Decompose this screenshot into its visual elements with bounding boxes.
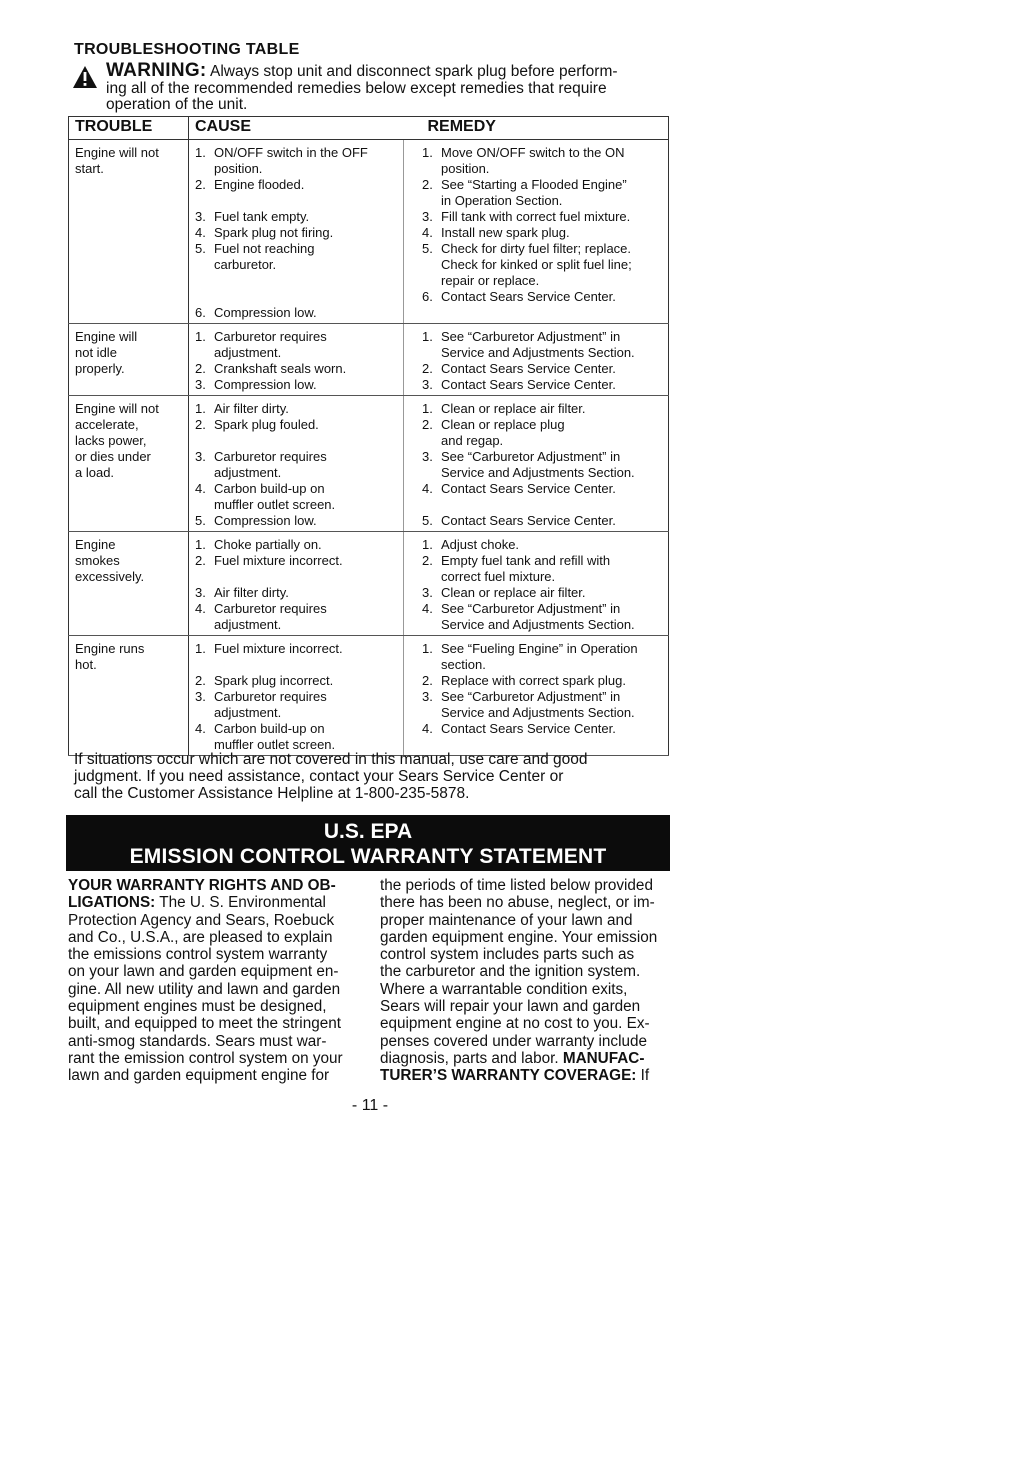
item-line: Contact Sears Service Center.	[441, 377, 616, 392]
item-number: 1.	[195, 641, 206, 656]
remedy-item	[422, 585, 662, 601]
trouble-line: excessively.	[75, 569, 145, 584]
page-number: - 11 -	[351, 1097, 389, 1114]
item-number: 1.	[422, 145, 433, 160]
cause-item	[195, 177, 397, 193]
warranty-line: the periods of time listed below provided	[380, 877, 653, 894]
item-text	[214, 481, 397, 513]
item-text	[214, 361, 397, 377]
item-number: 5.	[195, 241, 206, 256]
cause-item	[195, 553, 397, 569]
item-number: 3.	[195, 209, 206, 224]
item-line: Adjust choke.	[441, 537, 520, 552]
item-number: 5.	[422, 241, 433, 256]
item-number: 5.	[195, 513, 206, 528]
closing-paragraph	[74, 751, 654, 802]
item-line: See “Carburetor Adjustment” in	[441, 601, 621, 616]
warranty-line: the carburetor and the ignition system.	[380, 963, 641, 981]
item-line: position.	[441, 161, 490, 176]
warranty-left-lines	[68, 912, 364, 1085]
cause-cell	[189, 532, 404, 636]
trouble-line: Engine will not	[75, 145, 159, 160]
item-text	[214, 553, 397, 569]
spacer	[195, 569, 397, 585]
cause-item	[195, 377, 397, 393]
remedy-item	[422, 361, 662, 377]
item-text	[214, 401, 397, 417]
item-text	[441, 449, 662, 481]
warranty-right-column	[380, 877, 672, 1085]
remedy-cell	[404, 636, 669, 756]
item-text	[441, 209, 662, 225]
item-text	[214, 585, 397, 601]
item-line: Fuel mixture incorrect.	[214, 641, 343, 656]
item-text	[441, 585, 662, 601]
warranty-line: penses covered under warranty include	[380, 1032, 648, 1050]
cause-item	[195, 585, 397, 601]
item-line: Clean or replace air filter.	[441, 401, 586, 416]
item-number: 1.	[422, 401, 433, 416]
warranty-line: garden equipment engine. Your emission	[380, 928, 658, 946]
remedy-cell	[404, 140, 669, 324]
item-line: Fill tank with correct fuel mixture.	[441, 209, 631, 224]
item-line: See “Carburetor Adjustment” in	[441, 449, 621, 464]
item-text	[441, 553, 662, 585]
warranty-line: gine. All new utility and lawn and garden	[68, 980, 341, 998]
warranty-heading-cont: LIGATIONS:	[68, 894, 156, 912]
item-number: 6.	[195, 305, 206, 320]
item-line: in Operation Section.	[441, 193, 563, 208]
item-text	[214, 241, 397, 273]
item-text	[214, 177, 397, 193]
cause-item	[195, 145, 397, 177]
cause-item	[195, 225, 397, 241]
item-line: See “Carburetor Adjustment” in	[441, 689, 621, 704]
warranty-line	[380, 1050, 672, 1067]
item-line: muffler outlet screen.	[214, 497, 336, 512]
warranty-line: and Co., U.S.A., are pleased to explain	[68, 928, 333, 946]
item-number: 2.	[195, 417, 206, 432]
item-text	[214, 417, 397, 433]
trouble-line: lacks power,	[75, 433, 147, 448]
manufacturer-heading-cont: TURER’S WARRANTY COVERAGE:	[380, 1067, 637, 1085]
trouble-cell	[69, 636, 189, 756]
warning-line-1: Always stop unit and disconnect spark plug before perform-	[210, 63, 618, 80]
item-line: Compression low.	[214, 305, 317, 320]
warning-block	[72, 60, 662, 114]
item-number: 1.	[195, 537, 206, 552]
item-text	[441, 145, 662, 177]
item-text	[214, 689, 397, 721]
closing-line: If situations occur which are not covered in this manual, use care and good	[74, 751, 588, 768]
item-number: 1.	[195, 145, 206, 160]
cause-cell	[189, 396, 404, 532]
item-number: 3.	[195, 377, 206, 392]
header-trouble: TROUBLE	[69, 117, 189, 140]
item-number: 4.	[195, 721, 206, 736]
trouble-line: Engine	[75, 537, 116, 552]
item-line: Check for kinked or split fuel line;	[441, 257, 632, 272]
header-remedy: REMEDY	[404, 117, 669, 140]
spacer	[195, 193, 397, 209]
item-text	[441, 329, 662, 361]
header-cause: CAUSE	[189, 117, 404, 140]
table-row	[69, 636, 669, 756]
item-text	[214, 721, 397, 753]
remedy-cell	[404, 532, 669, 636]
warranty-line: proper maintenance of your lawn and	[380, 911, 633, 929]
item-text	[441, 225, 662, 241]
item-text	[441, 241, 662, 289]
spacer	[422, 497, 662, 513]
troubleshooting-table	[68, 116, 669, 756]
epa-banner	[66, 815, 670, 871]
item-number: 1.	[422, 641, 433, 656]
remedy-item	[422, 641, 662, 673]
item-line: Service and Adjustments Section.	[441, 617, 635, 632]
warning-triangle-icon	[72, 65, 98, 89]
item-number: 4.	[422, 481, 433, 496]
item-line: Air filter dirty.	[214, 585, 289, 600]
item-line: section.	[441, 657, 486, 672]
item-line: position.	[214, 161, 263, 176]
item-number: 4.	[195, 601, 206, 616]
closing-line: call the Customer Assistance Helpline at 1-800-235-5878.	[74, 785, 470, 802]
epa-subtitle: EMISSION CONTROL WARRANTY STATEMENT	[129, 845, 607, 868]
item-line: Service and Adjustments Section.	[441, 705, 635, 720]
remedy-item	[422, 601, 662, 633]
item-line: adjustment.	[214, 465, 282, 480]
item-line: Install new spark plug.	[441, 225, 570, 240]
item-line: See “Fueling Engine” in Operation	[441, 641, 638, 656]
remedy-item	[422, 225, 662, 241]
warranty-line: built, and equipped to meet the stringent	[68, 1015, 341, 1033]
remedy-item	[422, 209, 662, 225]
item-number: 2.	[195, 177, 206, 192]
item-text	[214, 209, 397, 225]
warning-label: WARNING:	[106, 60, 207, 81]
item-number: 1.	[422, 537, 433, 552]
item-line: carburetor.	[214, 257, 277, 272]
remedy-item	[422, 481, 662, 497]
item-line: muffler outlet screen.	[214, 737, 336, 752]
cause-item	[195, 361, 397, 377]
item-text	[441, 673, 662, 689]
item-line: Fuel not reaching	[214, 241, 315, 256]
remedy-item	[422, 289, 662, 305]
cause-item	[195, 481, 397, 513]
item-line: Clean or replace air filter.	[441, 585, 586, 600]
remedy-item	[422, 449, 662, 481]
table-header-row	[69, 117, 669, 140]
cause-cell	[189, 140, 404, 324]
item-line: Fuel mixture incorrect.	[214, 553, 343, 568]
item-line: See “Carburetor Adjustment” in	[441, 329, 621, 344]
remedy-item	[422, 513, 662, 529]
warranty-line-11-text: diagnosis, parts and labor.	[380, 1049, 563, 1067]
item-line: and regap.	[441, 433, 504, 448]
warranty-line: anti-smog standards. Sears must war-	[68, 1032, 327, 1050]
item-line: Spark plug not firing.	[214, 225, 334, 240]
item-line: Contact Sears Service Center.	[441, 481, 616, 496]
item-line: ON/OFF switch in the OFF	[214, 145, 368, 160]
item-line: Contact Sears Service Center.	[441, 721, 616, 736]
item-number: 4.	[422, 601, 433, 616]
remedy-item	[422, 721, 662, 737]
warranty-line: control system includes parts such as	[380, 946, 635, 964]
item-line: Carburetor requires	[214, 689, 327, 704]
table-row	[69, 140, 669, 324]
warning-line-3: operation of the unit.	[106, 96, 248, 113]
epa-title: U.S. EPA	[323, 820, 413, 843]
item-line: Spark plug fouled.	[214, 417, 319, 432]
item-text	[441, 361, 662, 377]
item-number: 2.	[422, 177, 433, 192]
item-line: Service and Adjustments Section.	[441, 465, 635, 480]
item-line: adjustment.	[214, 345, 282, 360]
warranty-body-start: The U. S. Environmental	[155, 894, 326, 912]
item-text	[214, 305, 397, 321]
cause-cell	[189, 324, 404, 396]
cause-item	[195, 537, 397, 553]
cause-item	[195, 673, 397, 689]
table-row	[69, 396, 669, 532]
item-line: Contact Sears Service Center.	[441, 289, 616, 304]
item-text	[441, 641, 662, 673]
item-text	[441, 513, 662, 529]
trouble-line: properly.	[75, 361, 125, 376]
item-line: Contact Sears Service Center.	[441, 513, 616, 528]
cause-item	[195, 305, 397, 321]
item-line: adjustment.	[214, 617, 282, 632]
item-text	[214, 537, 397, 553]
item-text	[214, 329, 397, 361]
spacer	[195, 289, 397, 305]
item-line: Service and Adjustments Section.	[441, 345, 635, 360]
item-text	[214, 673, 397, 689]
item-number: 1.	[195, 401, 206, 416]
item-number: 3.	[195, 585, 206, 600]
item-number: 3.	[422, 449, 433, 464]
warranty-line: Sears will repair your lawn and garden	[380, 998, 641, 1016]
closing-line: judgment. If you need assistance, contact your Sears Service Center or	[74, 768, 564, 785]
remedy-item	[422, 401, 662, 417]
item-text	[214, 601, 397, 633]
manufacturer-heading: MANUFAC-	[562, 1049, 645, 1067]
warranty-right-lines	[380, 877, 672, 1050]
item-line: Empty fuel tank and refill with	[441, 553, 611, 568]
cause-item	[195, 449, 397, 481]
warranty-line: equipment engines must be designed,	[68, 998, 327, 1016]
item-line: Choke partially on.	[214, 537, 322, 552]
item-number: 2.	[195, 673, 206, 688]
warranty-line: equipment engine at no cost to you. Ex-	[380, 1015, 650, 1033]
item-number: 4.	[422, 225, 433, 240]
item-number: 3.	[422, 585, 433, 600]
remedy-cell	[404, 324, 669, 396]
item-number: 2.	[195, 361, 206, 376]
item-text	[441, 689, 662, 721]
item-number: 6.	[422, 289, 433, 304]
warranty-line: lawn and garden equipment engine for	[68, 1067, 330, 1085]
cause-item	[195, 601, 397, 633]
item-line: Carburetor requires	[214, 449, 327, 464]
item-number: 3.	[422, 209, 433, 224]
table-body	[69, 140, 669, 756]
cause-item	[195, 721, 397, 753]
item-line: Spark plug incorrect.	[214, 673, 334, 688]
item-number: 3.	[422, 377, 433, 392]
item-line: Carburetor requires	[214, 329, 327, 344]
warning-text	[106, 60, 662, 114]
item-line: Compression low.	[214, 377, 317, 392]
item-text	[214, 449, 397, 481]
trouble-line: Engine will	[75, 329, 138, 344]
item-number: 4.	[422, 721, 433, 736]
item-number: 1.	[195, 329, 206, 344]
item-number: 5.	[422, 513, 433, 528]
remedy-item	[422, 177, 662, 209]
item-number: 3.	[422, 689, 433, 704]
item-line: correct fuel mixture.	[441, 569, 556, 584]
trouble-cell	[69, 324, 189, 396]
cause-item	[195, 513, 397, 529]
item-text	[214, 641, 397, 657]
item-number: 2.	[422, 361, 433, 376]
trouble-line: or dies under	[75, 449, 151, 464]
item-text	[214, 225, 397, 241]
item-text	[441, 721, 662, 737]
trouble-line: a load.	[75, 465, 115, 480]
warranty-line: the emissions control system warranty	[68, 946, 328, 964]
trouble-line: accelerate,	[75, 417, 139, 432]
cause-item	[195, 329, 397, 361]
remedy-item	[422, 377, 662, 393]
spacer	[195, 433, 397, 449]
item-text	[441, 537, 662, 553]
warranty-line: on your lawn and garden equipment en-	[68, 963, 339, 981]
item-text	[441, 401, 662, 417]
item-text	[441, 417, 662, 449]
item-text	[441, 601, 662, 633]
item-line: Crankshaft seals worn.	[214, 361, 347, 376]
spacer	[195, 273, 397, 289]
item-number: 2.	[422, 673, 433, 688]
warranty-line	[68, 894, 364, 911]
table-row	[69, 324, 669, 396]
warranty-line: Protection Agency and Sears, Roebuck	[68, 911, 335, 929]
item-line: Engine flooded.	[214, 177, 305, 192]
spacer	[195, 657, 397, 673]
trouble-cell	[69, 396, 189, 532]
trouble-line: hot.	[75, 657, 97, 672]
item-number: 3.	[195, 689, 206, 704]
item-text	[441, 289, 662, 305]
item-number: 3.	[195, 449, 206, 464]
item-line: Compression low.	[214, 513, 317, 528]
trouble-line: not idle	[75, 345, 117, 360]
trouble-line: smokes	[75, 553, 120, 568]
item-line: Carburetor requires	[214, 601, 327, 616]
cause-item	[195, 417, 397, 433]
item-line: Contact Sears Service Center.	[441, 361, 616, 376]
item-number: 4.	[195, 225, 206, 240]
item-text	[214, 377, 397, 393]
remedy-item	[422, 145, 662, 177]
trouble-line: Engine will not	[75, 401, 159, 416]
item-line: Air filter dirty.	[214, 401, 289, 416]
item-line: repair or replace.	[441, 273, 540, 288]
remedy-item	[422, 537, 662, 553]
item-line: See “Starting a Flooded Engine”	[441, 177, 627, 192]
remedy-item	[422, 329, 662, 361]
page-title: TROUBLESHOOTING TABLE	[74, 41, 300, 58]
cause-item	[195, 401, 397, 417]
cause-item	[195, 689, 397, 721]
cause-item	[195, 641, 397, 657]
item-number: 4.	[195, 481, 206, 496]
item-text	[214, 513, 397, 529]
item-text	[441, 481, 662, 497]
remedy-cell	[404, 396, 669, 532]
warranty-line: rant the emission control system on your	[68, 1049, 343, 1067]
table-row	[69, 532, 669, 636]
warranty-line-12-text: If	[636, 1067, 650, 1085]
item-number: 2.	[195, 553, 206, 568]
item-text	[441, 177, 662, 209]
remedy-item	[422, 689, 662, 721]
item-number: 1.	[422, 329, 433, 344]
warranty-heading: YOUR WARRANTY RIGHTS AND OB-	[68, 877, 336, 894]
cause-item	[195, 241, 397, 273]
remedy-item	[422, 241, 662, 289]
cause-cell	[189, 636, 404, 756]
item-line: Fuel tank empty.	[214, 209, 310, 224]
warranty-line: there has been no abuse, neglect, or im-	[380, 894, 655, 912]
item-line: Clean or replace plug	[441, 417, 565, 432]
item-line: Move ON/OFF switch to the ON	[441, 145, 625, 160]
remedy-item	[422, 417, 662, 449]
warning-line-2: ing all of the recommended remedies below except remedies that require	[106, 79, 607, 97]
trouble-cell	[69, 532, 189, 636]
warranty-line: Where a warrantable condition exits,	[380, 980, 628, 998]
remedy-item	[422, 553, 662, 585]
item-text	[214, 145, 397, 177]
warranty-line	[380, 1067, 672, 1084]
cause-item	[195, 209, 397, 225]
item-line: Check for dirty fuel filter; replace.	[441, 241, 632, 256]
item-line: adjustment.	[214, 705, 282, 720]
item-number: 2.	[422, 417, 433, 432]
item-line: Carbon build-up on	[214, 721, 325, 736]
item-line: Replace with correct spark plug.	[441, 673, 626, 688]
item-number: 2.	[422, 553, 433, 568]
trouble-line: start.	[75, 161, 104, 176]
remedy-item	[422, 673, 662, 689]
item-text	[441, 377, 662, 393]
trouble-cell	[69, 140, 189, 324]
warranty-line	[68, 877, 364, 894]
trouble-line: Engine runs	[75, 641, 145, 656]
item-line: Carbon build-up on	[214, 481, 325, 496]
warranty-left-column	[68, 877, 364, 1085]
